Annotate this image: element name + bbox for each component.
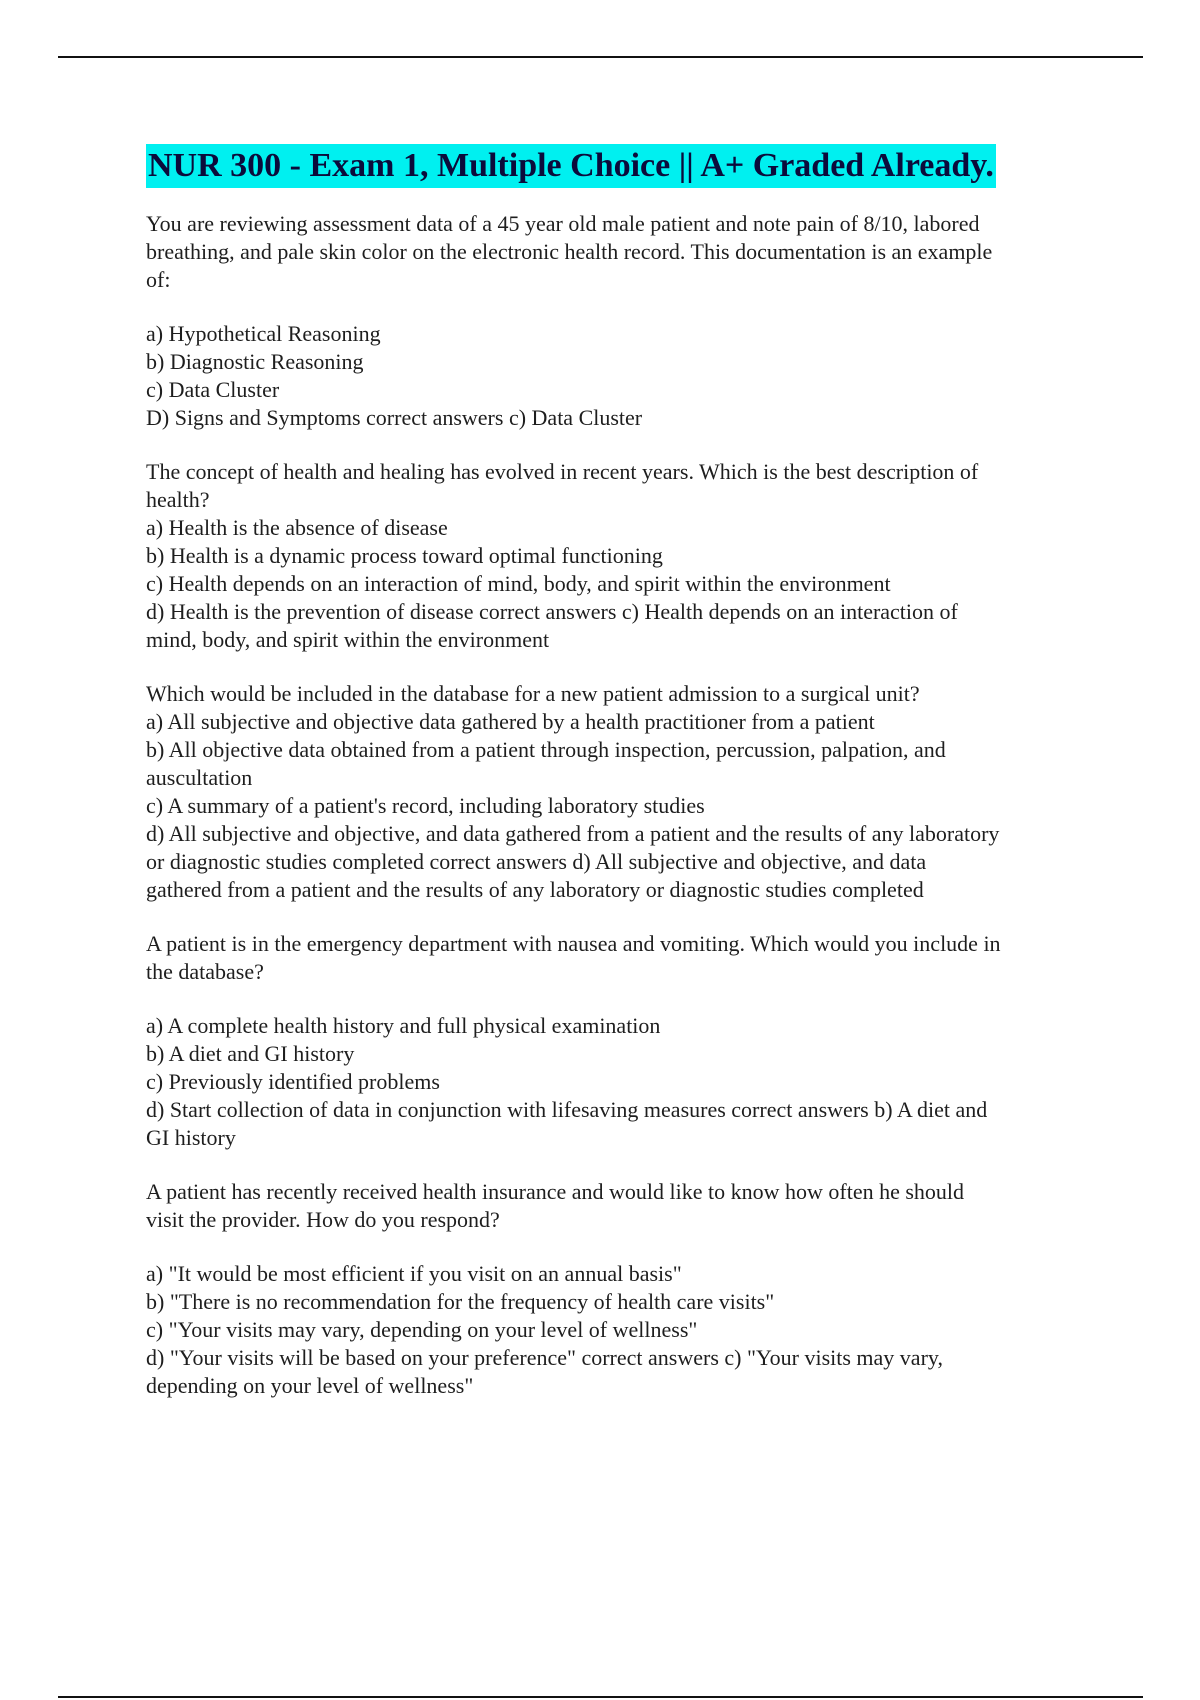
question-1-stem-line: You are reviewing assessment data of a 45 year old male patient and note pain of 8/10, labored (146, 211, 980, 236)
question-1-option: a) Hypothetical Reasoning (146, 321, 381, 346)
question-1-stem-line: breathing, and pale skin color on the electronic health record. This documentation is an example (146, 239, 993, 264)
question-2-option: mind, body, and spirit within the environment (146, 627, 550, 652)
question-5 (146, 1178, 1086, 1400)
question-2-stem-line: The concept of health and healing has evolved in recent years. Which is the best description of (146, 459, 979, 484)
document-title: NUR 300 - Exam 1, Multiple Choice || A+ Graded Already. (146, 144, 996, 188)
document-body (146, 144, 1086, 1400)
question-4-option: a) A complete health history and full physical examination (146, 1013, 661, 1038)
question-1-option: b) Diagnostic Reasoning (146, 349, 364, 374)
question-1-option: c) Data Cluster (146, 377, 280, 402)
question-3-option: b) All objective data obtained from a patient through inspection, percussion, palpation, and (146, 737, 946, 762)
question-5-option: a) "It would be most efficient if you visit on an annual basis" (146, 1261, 682, 1286)
question-1-option: D) Signs and Symptoms correct answers c) Data Cluster (146, 405, 643, 430)
question-3 (146, 680, 1086, 904)
question-2-option: c) Health depends on an interaction of mind, body, and spirit within the environment (146, 571, 891, 596)
question-5-stem-line: visit the provider. How do you respond? (146, 1207, 500, 1232)
question-1 (146, 210, 1086, 432)
question-4-stem-line: A patient is in the emergency department with nausea and vomiting. Which would you include in (146, 931, 1001, 956)
question-5-option: d) "Your visits will be based on your preference" correct answers c) "Your visits may vary, (146, 1345, 943, 1370)
question-3-option: or diagnostic studies completed correct answers d) All subjective and objective, and data (146, 849, 927, 874)
top-rule (58, 56, 1143, 58)
question-5-stem-line: A patient has recently received health insurance and would like to know how often he should (146, 1179, 965, 1204)
question-4-option: b) A diet and GI history (146, 1041, 355, 1066)
question-3-stem-line: Which would be included in the database for a new patient admission to a surgical unit? (146, 681, 920, 706)
question-5-option: depending on your level of wellness" (146, 1373, 474, 1398)
question-3-option: d) All subjective and objective, and data gathered from a patient and the results of any laboratory (146, 821, 1000, 846)
question-2 (146, 458, 1086, 654)
question-4-option: d) Start collection of data in conjunction with lifesaving measures correct answers b) A diet and (146, 1097, 988, 1122)
question-1-stem-line: of: (146, 267, 171, 292)
question-3-option: a) All subjective and objective data gathered by a health practitioner from a patient (146, 709, 875, 734)
question-2-option: b) Health is a dynamic process toward optimal functioning (146, 543, 663, 568)
question-4-option: GI history (146, 1125, 236, 1150)
question-4 (146, 930, 1086, 1152)
question-5-option: c) "Your visits may vary, depending on your level of wellness" (146, 1317, 698, 1342)
question-4-stem-line: the database? (146, 959, 264, 984)
question-3-option: auscultation (146, 765, 253, 790)
question-2-option: d) Health is the prevention of disease correct answers c) Health depends on an interaction of (146, 599, 958, 624)
question-2-stem-line: health? (146, 487, 210, 512)
question-3-option: gathered from a patient and the results of any laboratory or diagnostic studies completed (146, 877, 924, 902)
question-5-option: b) "There is no recommendation for the frequency of health care visits" (146, 1289, 775, 1314)
question-3-option: c) A summary of a patient's record, including laboratory studies (146, 793, 705, 818)
bottom-rule (58, 1696, 1143, 1698)
question-4-option: c) Previously identified problems (146, 1069, 440, 1094)
question-2-option: a) Health is the absence of disease (146, 515, 448, 540)
